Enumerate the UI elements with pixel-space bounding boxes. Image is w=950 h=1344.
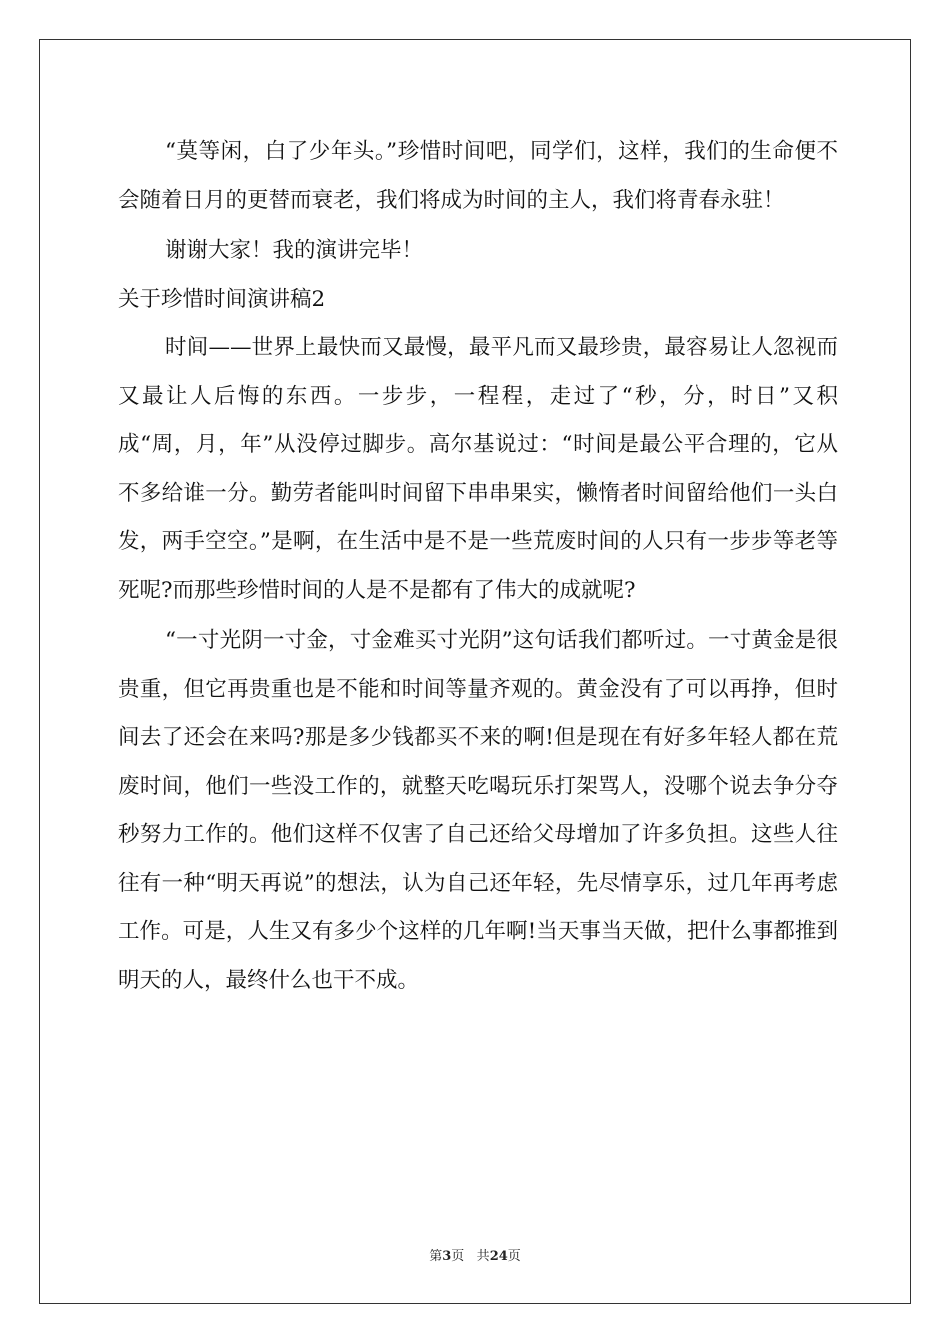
paragraph: “一寸光阴一寸金，寸金难买寸光阴”这句话我们都听过。一寸黄金是很贵重，但它再贵重也是不能和时间等量齐观的。黄金没有了可以再挣，但时间去了还会在来吗?那是多少钱都买不来的啊!但是现在有好多年轻人都在荒废时间，他们一些没工作的，就整天吃喝玩乐打架骂人，没哪个说去争分夺秒努力工作的。他们这样不仅害了自己还给父母增加了许多负担。这些人往往有一种“明天再说”的想法，认为自己还年轻，先尽情享乐，过几年再考虑工作。可是，人生又有多少个这样的几年啊!当天事当天做，把什么事都推到明天的人，最终什么也干不成。: [118, 628, 838, 993]
document-body: [118, 128, 838, 1005]
total-pages: 24: [489, 1249, 508, 1264]
paragraph: 谢谢大家！我的演讲完毕！: [165, 238, 424, 263]
section-title: 关于珍惜时间演讲稿2: [118, 286, 326, 312]
total-suffix: 页: [507, 1249, 521, 1264]
page-suffix: 页: [451, 1249, 465, 1264]
total-prefix: 共: [476, 1249, 490, 1264]
page-number: 3: [442, 1249, 452, 1264]
page-footer: [0, 1245, 950, 1264]
paragraph: “莫等闲，白了少年头。”珍惜时间吧，同学们，这样，我们的生命便不会随着日月的更替而衰老，我们将成为时间的主人，我们将青春永驻！: [118, 139, 838, 213]
paragraph: 时间——世界上最快而又最慢，最平凡而又最珍贵，最容易让人忽视而又最让人后悔的东西。一步步，一程程，走过了“秒，分，时日”又积成“周，月，年”从没停过脚步。高尔基说过：“时间是最公平合理的，它从不多给谁一分。勤劳者能叫时间留下串串果实，懒惰者时间留给他们一头白发，两手空空。”是啊，在生活中是不是一些荒废时间的人只有一步步等老等死呢?而那些珍惜时间的人是不是都有了伟大的成就呢?: [118, 335, 838, 603]
page-prefix: 第: [429, 1249, 443, 1264]
